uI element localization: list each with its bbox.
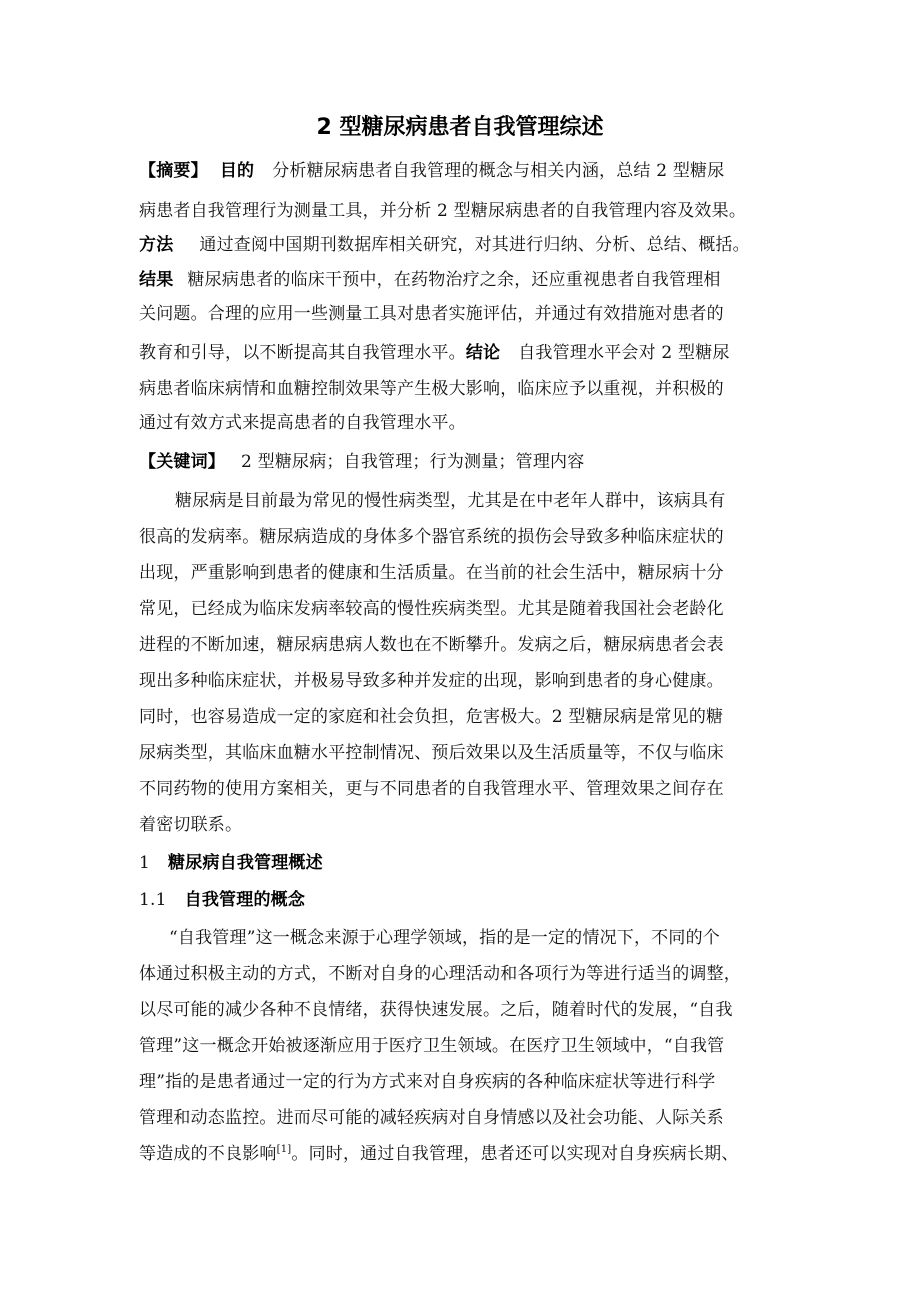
objective-text-1: 分析糖尿病患者自我管理的概念与相关内涵，总结 2 型糖尿 xyxy=(272,161,725,181)
body-line: 管理和动态监控。进而尽可能的减轻疾病对自身情感以及社会功能、人际关系 xyxy=(139,1108,724,1128)
body-text: “自我管理”这一概念来源于心理学领域，指的是一定的情况下，不同的个 xyxy=(169,928,720,948)
conclusion-text-3: 通过有效方式来提高患者的自我管理水平。 xyxy=(139,413,466,433)
conclusion-label: 结论 xyxy=(465,343,501,363)
intro-line: 进程的不断加速，糖尿病患病人数也在不断攀升。发病之后，糖尿病患者会表 xyxy=(139,635,724,655)
intro-line: 同时，也容易造成一定的家庭和社会负担，危害极大。2 型糖尿病是常见的糖 xyxy=(139,707,724,727)
result-text-2: 关问题。合理的应用一些测量工具对患者实施评估，并通过有效措施对患者的 xyxy=(139,304,724,324)
section-1-title: 糖尿病自我管理概述 xyxy=(168,853,323,873)
conclusion-line-2 xyxy=(139,376,799,402)
result-text-3: 教育和引导，以不断提高其自我管理水平。 xyxy=(139,343,466,363)
section-1-1-heading xyxy=(139,887,799,913)
section-1-number: 1 xyxy=(139,853,151,873)
body-line: 以尽可能的减少各种不良情绪，获得快速发展。之后，随着时代的发展，“自我 xyxy=(139,1000,733,1020)
body-line: 理”指的是患者通过一定的行为方式来对自身疾病的各种临床症状等进行科学 xyxy=(139,1072,716,1092)
intro-text: 糖尿病是目前最为常见的慢性病类型，尤其是在中老年人群中，该病具有 xyxy=(175,491,726,511)
intro-line: 出现，严重影响到患者的健康和生活质量。在当前的社会生活中，糖尿病十分 xyxy=(139,563,724,583)
intro-line: 尿病类型，其临床血糖水平控制情况、预后效果以及生活质量等，不仅与临床 xyxy=(139,743,724,763)
intro-line: 着密切联系。 xyxy=(139,815,243,835)
result-line-2 xyxy=(139,301,799,327)
body-line: 管理”这一概念开始被逐渐应用于医疗卫生领域。在医疗卫生领域中，“自我管 xyxy=(139,1036,725,1056)
result-line-3 xyxy=(139,340,799,366)
result-line-1 xyxy=(139,267,799,293)
keywords-label: 【关键词】 xyxy=(139,452,225,472)
section-1-1-title: 自我管理的概念 xyxy=(184,890,306,910)
method-text: 通过查阅中国期刊数据库相关研究，对其进行归纳、分析、总结、概括。 xyxy=(199,235,750,255)
intro-line: 常见，已经成为临床发病率较高的慢性疾病类型。尤其是随着我国社会老龄化 xyxy=(139,599,724,619)
intro-line xyxy=(139,488,799,514)
intro-line: 现出多种临床症状，并极易导致多种并发症的出现，影响到患者的身心健康。 xyxy=(139,671,724,691)
abstract-label: 【摘要】 xyxy=(139,161,208,181)
abstract-line-2 xyxy=(139,198,799,224)
conclusion-line-3 xyxy=(139,410,799,436)
objective-text-2: 病患者自我管理行为测量工具，并分析 2 型糖尿病患者的自我管理内容及效果。 xyxy=(139,201,747,221)
result-text-1: 糖尿病患者的临床干预中，在药物治疗之余，还应重视患者自我管理相 xyxy=(187,270,721,290)
conclusion-text-2: 病患者临床病情和血糖控制效果等产生极大影响，临床应予以重视，并积极的 xyxy=(139,379,724,399)
intro-line: 不同药物的使用方案相关，更与不同患者的自我管理水平、管理效果之间存在 xyxy=(139,779,724,799)
intro-line: 很高的发病率。糖尿病造成的身体多个器官系统的损伤会导致多种临床症状的 xyxy=(139,527,724,547)
method-label: 方法 xyxy=(139,235,174,255)
keywords-line xyxy=(139,449,799,475)
abstract-line-1 xyxy=(139,158,799,184)
method-line xyxy=(139,232,799,258)
body-line: 体通过积极主动的方式，不断对自身的心理活动和各项行为等进行适当的调整， xyxy=(139,964,741,984)
citation-ref[interactable]: [1] xyxy=(276,1144,292,1155)
section-1-heading xyxy=(139,850,799,876)
keywords-text: 2 型糖尿病；自我管理；行为测量；管理内容 xyxy=(241,452,585,472)
body-text: 。同时，通过自我管理，患者还可以实现对自身疾病长期、 xyxy=(291,1144,739,1164)
body-line xyxy=(139,1141,799,1167)
body-line xyxy=(139,925,799,951)
result-label: 结果 xyxy=(139,270,174,290)
conclusion-text-1: 自我管理水平会对 2 型糖尿 xyxy=(518,343,730,363)
body-text: 等造成的不良影响 xyxy=(139,1144,277,1164)
section-1-1-number: 1.1 xyxy=(139,890,167,910)
objective-label: 目的 xyxy=(219,161,255,181)
document-title: 2 型糖尿病患者自我管理综述 xyxy=(316,115,604,140)
